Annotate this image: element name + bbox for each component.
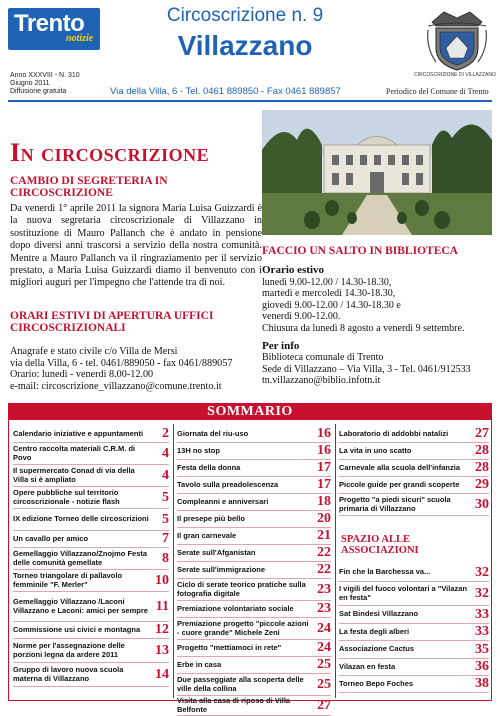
toc-entry-title: Gemellaggio Villazzano/Znojmo Festa delle comunità gemellate bbox=[13, 548, 148, 567]
toc-entry-page: 38 bbox=[475, 676, 489, 691]
toc-entry[interactable] bbox=[339, 443, 489, 460]
toc-entry-page: 23 bbox=[317, 601, 331, 616]
sommario-column-3-bottom bbox=[339, 564, 489, 693]
toc-entry[interactable] bbox=[339, 659, 489, 676]
toc-entry[interactable] bbox=[177, 674, 331, 696]
toc-entry-page: 18 bbox=[317, 494, 331, 509]
toc-entry-title: IX edizione Torneo delle circoscrizioni bbox=[13, 514, 149, 524]
toc-entry-title: La festa degli alberi bbox=[339, 626, 410, 636]
toc-entry-page: 22 bbox=[317, 562, 331, 577]
toc-entry-page: 22 bbox=[317, 545, 331, 560]
toc-entry-title: Compleanni e anniversari bbox=[177, 496, 269, 506]
toc-entry-page: 14 bbox=[155, 666, 169, 682]
page-title: Villazzano bbox=[177, 30, 313, 61]
toc-entry-page: 8 bbox=[162, 550, 169, 566]
toc-entry-page: 27 bbox=[317, 697, 331, 713]
toc-entry-title: Un cavallo per amico bbox=[13, 533, 89, 543]
toc-entry-title: Torneo triangolare di pallavolo femminile "F. Merler" bbox=[13, 570, 123, 589]
toc-entry-page: 4 bbox=[162, 445, 169, 461]
toc-entry-page: 28 bbox=[475, 460, 489, 475]
villa-photo bbox=[262, 110, 492, 235]
toc-entry-page: 25 bbox=[317, 657, 331, 672]
toc-entry-title: La vita in uno scatto bbox=[339, 445, 412, 455]
toc-entry-page: 7 bbox=[162, 531, 169, 546]
toc-entry-title: Centro raccolta materiali C.R.M. di Povo bbox=[13, 443, 136, 462]
toc-entry-title: Torneo Bepo Foches bbox=[339, 678, 414, 688]
article-body-orari bbox=[10, 346, 262, 392]
orari-line: Anagrafe e stato civile c/o Villa de Mersi bbox=[10, 346, 178, 357]
toc-entry-title: Fin che la Barchessa va... bbox=[339, 567, 431, 577]
column-divider bbox=[173, 424, 174, 698]
distribution: Diffusione gratuita bbox=[10, 88, 67, 95]
toc-entry-title: Serate sull'Afganistan bbox=[177, 547, 256, 557]
toc-entry[interactable] bbox=[177, 511, 331, 528]
orario-line: martedì e mercoledì 14.30-18.30, bbox=[262, 288, 396, 300]
trento-notizie-logo bbox=[8, 8, 100, 50]
sommario-title: SOMMARIO bbox=[207, 404, 293, 419]
toc-entry-page: 32 bbox=[475, 564, 489, 580]
toc-entry-page: 11 bbox=[155, 598, 169, 614]
toc-entry[interactable] bbox=[13, 531, 169, 548]
toc-entry[interactable] bbox=[13, 570, 169, 592]
toc-entry-page: 16 bbox=[317, 443, 331, 458]
logo-main-text: Trento bbox=[14, 10, 85, 37]
toc-entry-title: Giornata del riu-uso bbox=[177, 428, 249, 438]
toc-entry-page: 33 bbox=[475, 606, 489, 622]
sommario-column-2 bbox=[177, 426, 331, 716]
orario-line: lunedì 9.00-12.00 / 14.30-18.30, bbox=[262, 276, 392, 288]
toc-entry[interactable] bbox=[339, 477, 489, 494]
toc-entry[interactable] bbox=[13, 465, 169, 487]
issue-meta bbox=[10, 72, 80, 96]
toc-entry[interactable] bbox=[13, 622, 169, 639]
toc-entry[interactable] bbox=[339, 564, 489, 582]
toc-entry[interactable] bbox=[177, 443, 331, 460]
article-title-segreteria: CAMBIO DI SEGRETERIA IN CIRCOSCRIZIONE bbox=[10, 175, 168, 199]
toc-entry-title: Sat Bindesi Villazzano bbox=[339, 609, 419, 619]
toc-entry-title: Il supermercato Conad di via della Villa si è ampliato bbox=[13, 465, 135, 484]
toc-entry[interactable] bbox=[177, 545, 331, 562]
toc-entry-page: 10 bbox=[155, 572, 169, 588]
office-address: Via della Villa, 6 - Tel. 0461 889850 - Fax 0461 889857 bbox=[110, 86, 341, 97]
sommario-column-3-top bbox=[339, 426, 489, 516]
sommario-header bbox=[9, 404, 491, 420]
biblioteca-title: FACCIO UN SALTO IN BIBLIOTECA bbox=[262, 245, 458, 257]
toc-entry[interactable] bbox=[13, 509, 169, 531]
info-heading: Per info bbox=[262, 339, 300, 352]
toc-entry-page: 5 bbox=[162, 511, 169, 527]
toc-entry-page: 28 bbox=[475, 443, 489, 458]
toc-entry-page: 16 bbox=[317, 426, 331, 441]
orari-line: Orario: lunedì - venerdì 8.00-12.00 bbox=[10, 369, 154, 380]
toc-entry[interactable] bbox=[13, 487, 169, 509]
article-body-segreteria: Da venerdì 1° aprile 2011 la signora Maria Luisa Guizzardi è la nuova segretaria circoscrizionale di Villazzano in sostituzione di Mauro Pallanch che è andato in pensione dopo diversi anni trascorsi a servizio della nostra comunità. Mentre a Mauro Pallanch va il ringraziamento per il servizio prestato, a Maria Luisa Guizzardi diamo il benvenuto con i migliori auguri per l'impegno che l'attende tra di noi. bbox=[10, 203, 262, 289]
toc-entry-page: 23 bbox=[317, 581, 331, 597]
toc-entry-page: 33 bbox=[475, 624, 489, 639]
toc-entry-title: Erbe in casa bbox=[177, 659, 222, 669]
toc-entry-page: 20 bbox=[317, 511, 331, 526]
toc-entry-page: 35 bbox=[475, 641, 489, 657]
toc-entry-page: 17 bbox=[317, 477, 331, 492]
toc-entry-title: Gemellaggio Villazzano /Laconi Villazzano e Laconi: amici per sempre bbox=[13, 596, 148, 615]
orario-line: Chiusura da lunedì 8 agosto a venerdì 9 settembre. bbox=[262, 322, 465, 334]
toc-entry[interactable] bbox=[177, 696, 331, 716]
toc-entry[interactable] bbox=[339, 494, 489, 516]
issue-number: Anno XXXVIII - N. 310 bbox=[10, 72, 80, 79]
toc-entry[interactable] bbox=[339, 460, 489, 477]
biblioteca-body bbox=[262, 265, 497, 387]
toc-entry-page: 2 bbox=[162, 426, 169, 441]
toc-entry[interactable] bbox=[339, 676, 489, 693]
info-email[interactable]: tn.villazzano@biblio.infotn.it bbox=[262, 375, 381, 387]
toc-entry[interactable] bbox=[339, 606, 489, 624]
circoscrizione-label: Circoscrizione n. 9 bbox=[166, 5, 324, 26]
orario-line: giovedì 9.00-12.00 / 14.30-18.30 e bbox=[262, 299, 401, 311]
orario-line: venerdì 9.00-12.00. bbox=[262, 311, 341, 323]
header-divider bbox=[8, 100, 492, 102]
toc-entry-title: Serate sull'immigrazione bbox=[177, 564, 266, 574]
toc-entry-title: Premiazione progetto "piccole azioni - cuore grande" Michele Zeni bbox=[177, 618, 309, 637]
toc-entry[interactable] bbox=[13, 443, 169, 465]
toc-entry-title: Progetto "a piedi sicuri" scuola primaria di Villazzano bbox=[339, 494, 451, 513]
toc-entry-title: Il gran carnevale bbox=[177, 530, 237, 540]
toc-entry[interactable] bbox=[177, 494, 331, 511]
toc-entry-page: 12 bbox=[155, 622, 169, 637]
orari-email[interactable]: e-mail: circoscrizione_villazzano@comune.trento.it bbox=[10, 380, 222, 392]
toc-entry[interactable] bbox=[177, 562, 331, 579]
toc-entry[interactable] bbox=[177, 528, 331, 545]
toc-entry-title: Calendario iniziative e appuntamenti bbox=[13, 428, 144, 438]
info-line: Sede di Villazzano – Via Villa, 3 - Tel. 0461/912533 bbox=[262, 363, 471, 375]
toc-entry-title: Il presepe più bello bbox=[177, 513, 245, 523]
toc-entry[interactable] bbox=[13, 663, 169, 687]
toc-entry-title: Progetto "mettiamoci in rete" bbox=[177, 642, 282, 652]
toc-entry-title: Premiazione volontariato sociale bbox=[177, 603, 294, 613]
toc-entry[interactable] bbox=[13, 592, 169, 622]
toc-entry-page: 25 bbox=[317, 676, 331, 692]
coat-of-arms-icon bbox=[424, 8, 490, 72]
sommario-box bbox=[8, 403, 492, 714]
toc-entry[interactable] bbox=[177, 477, 331, 494]
toc-entry-title: I vigili del fuoco volontari a "Vilazan en festa" bbox=[339, 583, 468, 602]
toc-entry-title: Due passeggiate alla scoperta delle ville della collina bbox=[177, 674, 304, 693]
toc-entry[interactable] bbox=[339, 426, 489, 443]
toc-entry[interactable] bbox=[13, 426, 169, 443]
toc-entry-page: 13 bbox=[155, 642, 169, 658]
toc-entry-page: 21 bbox=[317, 528, 331, 543]
toc-entry-title: Piccole guide per grandi scoperte bbox=[339, 479, 460, 489]
toc-entry-page: 4 bbox=[162, 467, 169, 483]
toc-entry-title: Commissione usi civici e montagna bbox=[13, 624, 141, 634]
article-title-orari: ORARI ESTIVI DI APERTURA UFFICI CIRCOSCRIZIONALI bbox=[10, 310, 214, 334]
toc-entry-page: 36 bbox=[475, 659, 489, 674]
toc-entry-page: 29 bbox=[475, 477, 489, 492]
toc-entry-page: 30 bbox=[475, 496, 489, 512]
toc-entry-page: 24 bbox=[317, 640, 331, 655]
toc-entry[interactable] bbox=[177, 640, 331, 657]
toc-entry[interactable] bbox=[177, 460, 331, 477]
toc-entry[interactable] bbox=[177, 426, 331, 443]
toc-entry-page: 17 bbox=[317, 460, 331, 475]
toc-entry[interactable] bbox=[339, 641, 489, 659]
issue-date: Giugno 2011 bbox=[10, 80, 50, 87]
toc-entry-title: 13H no stop bbox=[177, 445, 220, 455]
toc-entry[interactable] bbox=[177, 601, 331, 618]
toc-entry-title: Visita alla casa di riposo di Villa Belfonte bbox=[177, 695, 291, 714]
toc-entry-page: 27 bbox=[475, 426, 489, 441]
sommario-column-1 bbox=[13, 426, 169, 687]
spazio-associazioni-title: SPAZIO ALLE ASSOCIAZIONI bbox=[341, 534, 419, 556]
orari-line: via della Villa, 6 - tel. 0461/889050 - fax 0461/889057 bbox=[10, 357, 233, 369]
section-title: In circoscrizione bbox=[10, 138, 210, 167]
toc-entry[interactable] bbox=[13, 548, 169, 570]
toc-entry[interactable] bbox=[339, 582, 489, 606]
orario-heading: Orario estivo bbox=[262, 264, 325, 276]
toc-entry-page: 5 bbox=[162, 489, 169, 505]
toc-entry[interactable] bbox=[177, 657, 331, 674]
toc-entry[interactable] bbox=[13, 639, 169, 663]
toc-entry-title: Laboratorio di addobbi natalizi bbox=[339, 428, 449, 438]
toc-entry-title: Vilazan en festa bbox=[339, 661, 396, 671]
toc-entry-title: Norme per l'assegnazione delle porzioni legna da ardere 2011 bbox=[13, 640, 125, 659]
toc-entry-page: 24 bbox=[317, 620, 331, 636]
toc-entry-title: Associazione Cactus bbox=[339, 644, 415, 654]
toc-entry-title: Tavolo sulla preadolescenza bbox=[177, 479, 279, 489]
toc-entry-title: Ciclo di serate teorico pratiche sulla fotografia digitale bbox=[177, 579, 306, 598]
toc-entry-title: Carnevale alla scuola dell'infanzia bbox=[339, 462, 460, 472]
toc-entry-title: Gruppo di lavoro nuova scuola materna di Villazzano bbox=[13, 664, 124, 683]
toc-entry-page: 32 bbox=[475, 585, 489, 601]
toc-entry[interactable] bbox=[339, 624, 489, 641]
toc-entry-title: Opere pubbliche sul territorio circoscrizionale - notizie flash bbox=[13, 487, 120, 506]
toc-entry[interactable] bbox=[177, 579, 331, 601]
crest-caption: CIRCOSCRIZIONE DI VILLAZZANO bbox=[414, 72, 496, 78]
toc-entry[interactable] bbox=[177, 618, 331, 640]
toc-entry-title: Festa della donna bbox=[177, 462, 241, 472]
column-divider bbox=[335, 424, 336, 698]
info-line: Biblioteca comunale di Trento bbox=[262, 352, 384, 364]
sommario-column-3 bbox=[339, 426, 489, 693]
periodical-label: Periodico del Comune di Trento bbox=[386, 87, 489, 96]
logo-sub-text: notizie bbox=[66, 33, 94, 44]
